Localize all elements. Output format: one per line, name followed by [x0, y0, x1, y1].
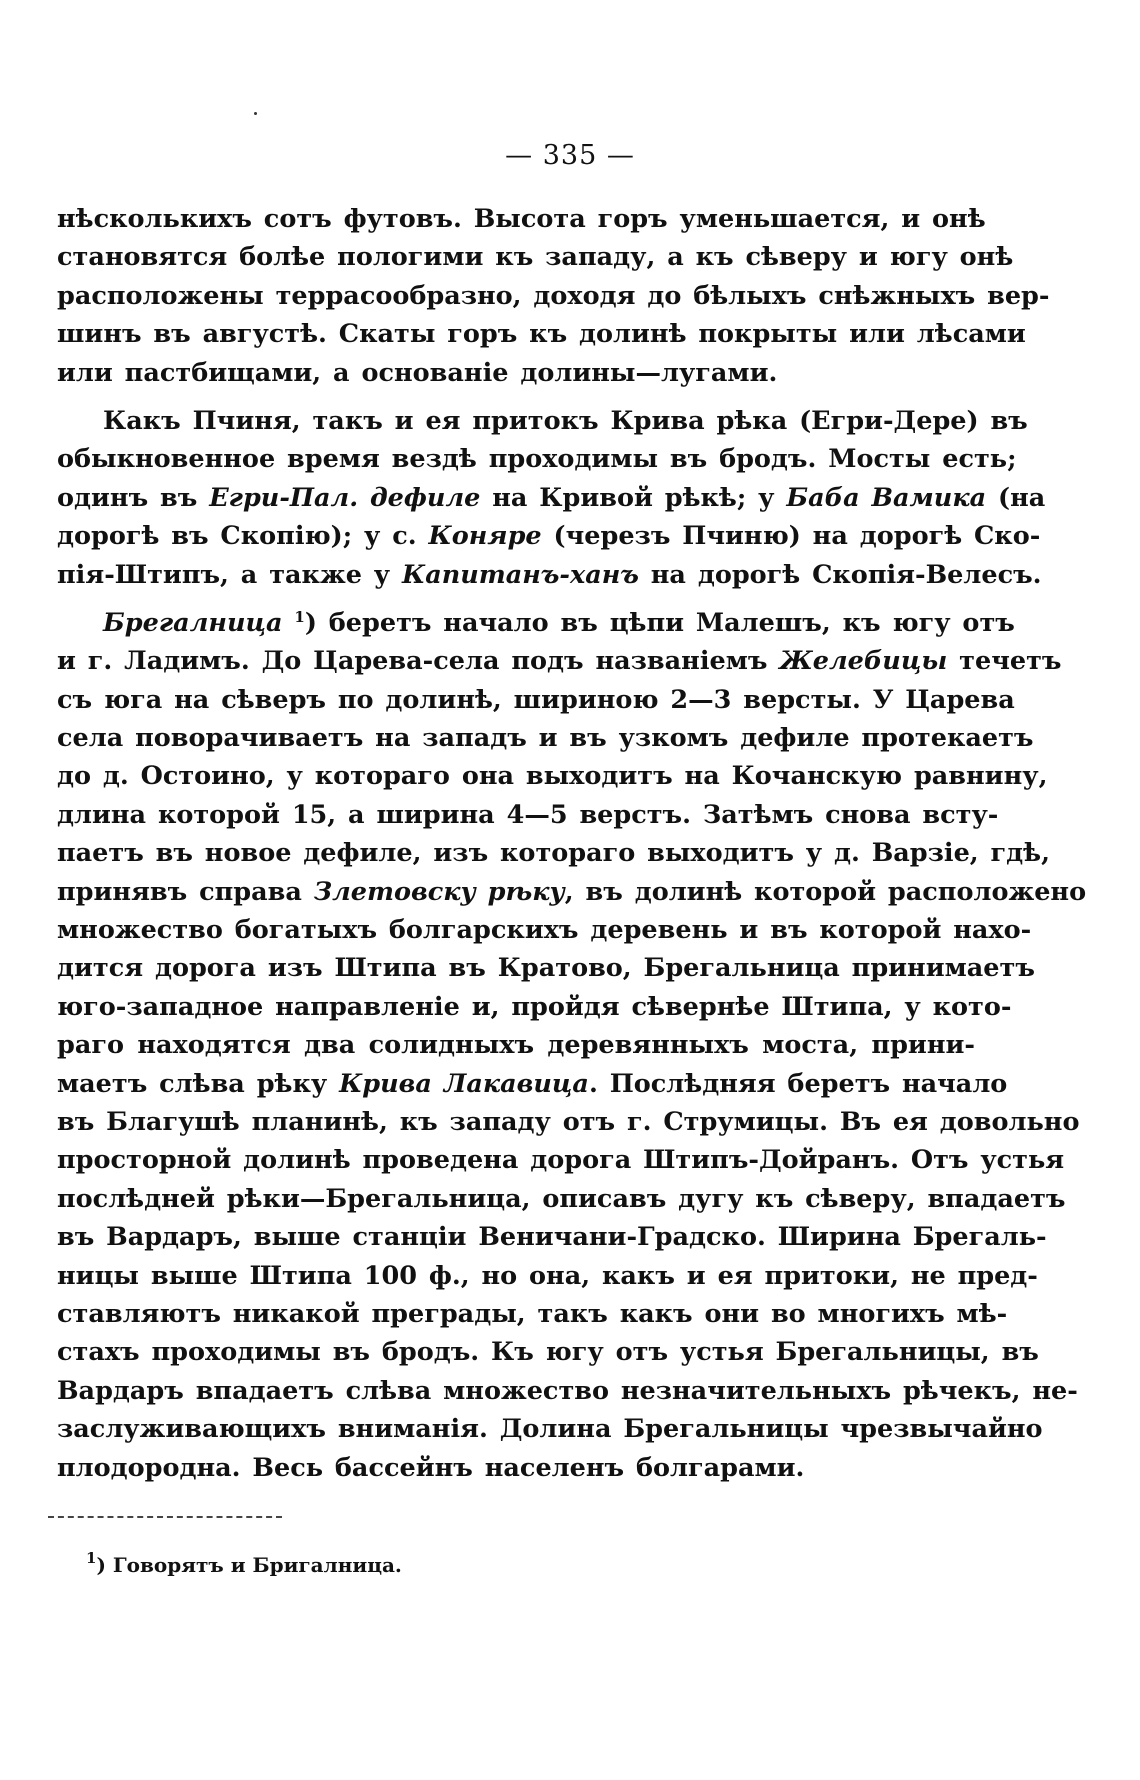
- text-line: съ юга на сѣверъ по долинѣ, шириною 2—3 версты. У Царева: [57, 684, 1015, 715]
- text-line: и г. Ладимъ. До Царева-села подъ названіемъ Желебицы течетъ: [57, 646, 1062, 677]
- text-line: маетъ слѣва рѣку Крива Лакавица. Послѣдняя беретъ начало: [57, 1068, 1008, 1099]
- text-line: обыкновенное время вездѣ проходимы въ бродъ. Мосты есть;: [57, 444, 1017, 475]
- text-line: или пастбищами, а основаніе долины—лугами.: [57, 357, 778, 388]
- text-line: въ Вардаръ, выше станціи Веничани-Градско. Ширина Брегаль-: [57, 1222, 1047, 1253]
- place-name: Баба Вамика: [786, 482, 987, 513]
- text-line: раго находятся два солидныхъ деревянныхъ моста, прини-: [57, 1030, 975, 1061]
- river-name: Крива Лакавица: [339, 1068, 589, 1099]
- text-line: становятся болѣе пологими къ западу, а къ сѣверу и югу онѣ: [57, 242, 1014, 273]
- text-line: множество богатыхъ болгарскихъ деревень и въ которой нахо-: [57, 915, 1032, 946]
- text-line: шинъ въ августѣ. Скаты горъ къ долинѣ покрыты или лѣсами: [57, 319, 1026, 350]
- text-line: одинъ въ Егри-Пал. дефиле на Кривой рѣкѣ; у Баба Вамика (на: [57, 482, 1046, 513]
- text-line: заслуживающихъ вниманія. Долина Брегальницы чрезвычайно: [57, 1414, 1043, 1445]
- text-line: ницы выше Штипа 100 ф., но она, какъ и ея притоки, не пред-: [57, 1260, 1038, 1291]
- page-number: — 335 —: [505, 140, 635, 171]
- river-name: Желебицы: [779, 646, 948, 677]
- place-name: Капитанъ-ханъ: [402, 559, 639, 590]
- text-line: юго-западное направленіе и, пройдя сѣвернѣе Штипа, у кото-: [57, 991, 1012, 1022]
- text-line: Какъ Пчиня, такъ и ея притокъ Крива рѣка (Егри-Дере) въ: [103, 405, 1028, 436]
- body-text: [57, 200, 1087, 1487]
- text-line: ставляютъ никакой преграды, такъ какъ они во многихъ мѣ-: [57, 1298, 1008, 1329]
- text-line: длина которой 15, а ширина 4—5 верстъ. Затѣмъ снова всту-: [57, 799, 999, 830]
- footnote-text: ) Говорятъ и Бригалница.: [96, 1553, 402, 1577]
- text-line: плодородна. Весь бассейнъ населенъ болгарами.: [57, 1452, 805, 1483]
- footnote-marker: 1: [294, 607, 305, 626]
- footnote: [86, 1549, 402, 1578]
- text-line: до д. Остоино, у котораго она выходитъ на Кочанскую равнину,: [57, 761, 1048, 792]
- text-line: послѣдней рѣки—Брегальница, описавъ дугу къ сѣверу, впадаетъ: [57, 1183, 1066, 1214]
- river-name: Злетовску рѣку: [313, 876, 565, 907]
- text-line: села поворачиваетъ на западъ и въ узкомъ дефиле протекаетъ: [57, 723, 1034, 754]
- text-line: дится дорога изъ Штипа въ Кратово, Брегальница принимаетъ: [57, 953, 1035, 984]
- text-line: просторной долинѣ проведена дорога Штипъ-Дойранъ. Отъ устья: [57, 1145, 1065, 1176]
- text-line: расположены террасообразно, доходя до бѣлыхъ снѣжныхъ вер-: [57, 280, 1050, 311]
- text-line: нѣсколькихъ сотъ футовъ. Высота горъ уменьшается, и онѣ: [57, 204, 986, 234]
- text-line: принявъ справа Злетовску рѣку, въ долинѣ которой расположено: [57, 876, 1087, 907]
- text-line: Брегалница $^1$) беретъ начало въ цѣпи Малешъ, къ югу отъ: [103, 607, 1015, 638]
- place-name: Коняре: [428, 521, 542, 552]
- text-line: въ Благушѣ планинѣ, къ западу отъ г. Струмицы. Въ ея довольно: [57, 1106, 1080, 1137]
- text-line: пія-Штипъ, а также у Капитанъ-ханъ на дорогѣ Скопія-Велесъ.: [57, 559, 1042, 590]
- text-line: стахъ проходимы въ бродъ. Къ югу отъ устья Брегальницы, въ: [57, 1337, 1039, 1368]
- river-name: Брегалница: [103, 607, 283, 638]
- footnote-marker: 1: [86, 1549, 97, 1567]
- text-line: Вардаръ впадаетъ слѣва множество незначительныхъ рѣчекъ, не-: [57, 1375, 1078, 1406]
- text-line: паетъ въ новое дефиле, изъ котораго выходитъ у д. Варзіе, гдѣ,: [57, 838, 1050, 869]
- page-speck: [254, 112, 257, 115]
- place-name: Егри-Пал. дефиле: [209, 482, 481, 513]
- footnote-divider: [48, 1516, 282, 1518]
- text-line: дорогѣ въ Скопію); у с. Коняре (черезъ Пчиню) на дорогѣ Ско-: [57, 521, 1041, 552]
